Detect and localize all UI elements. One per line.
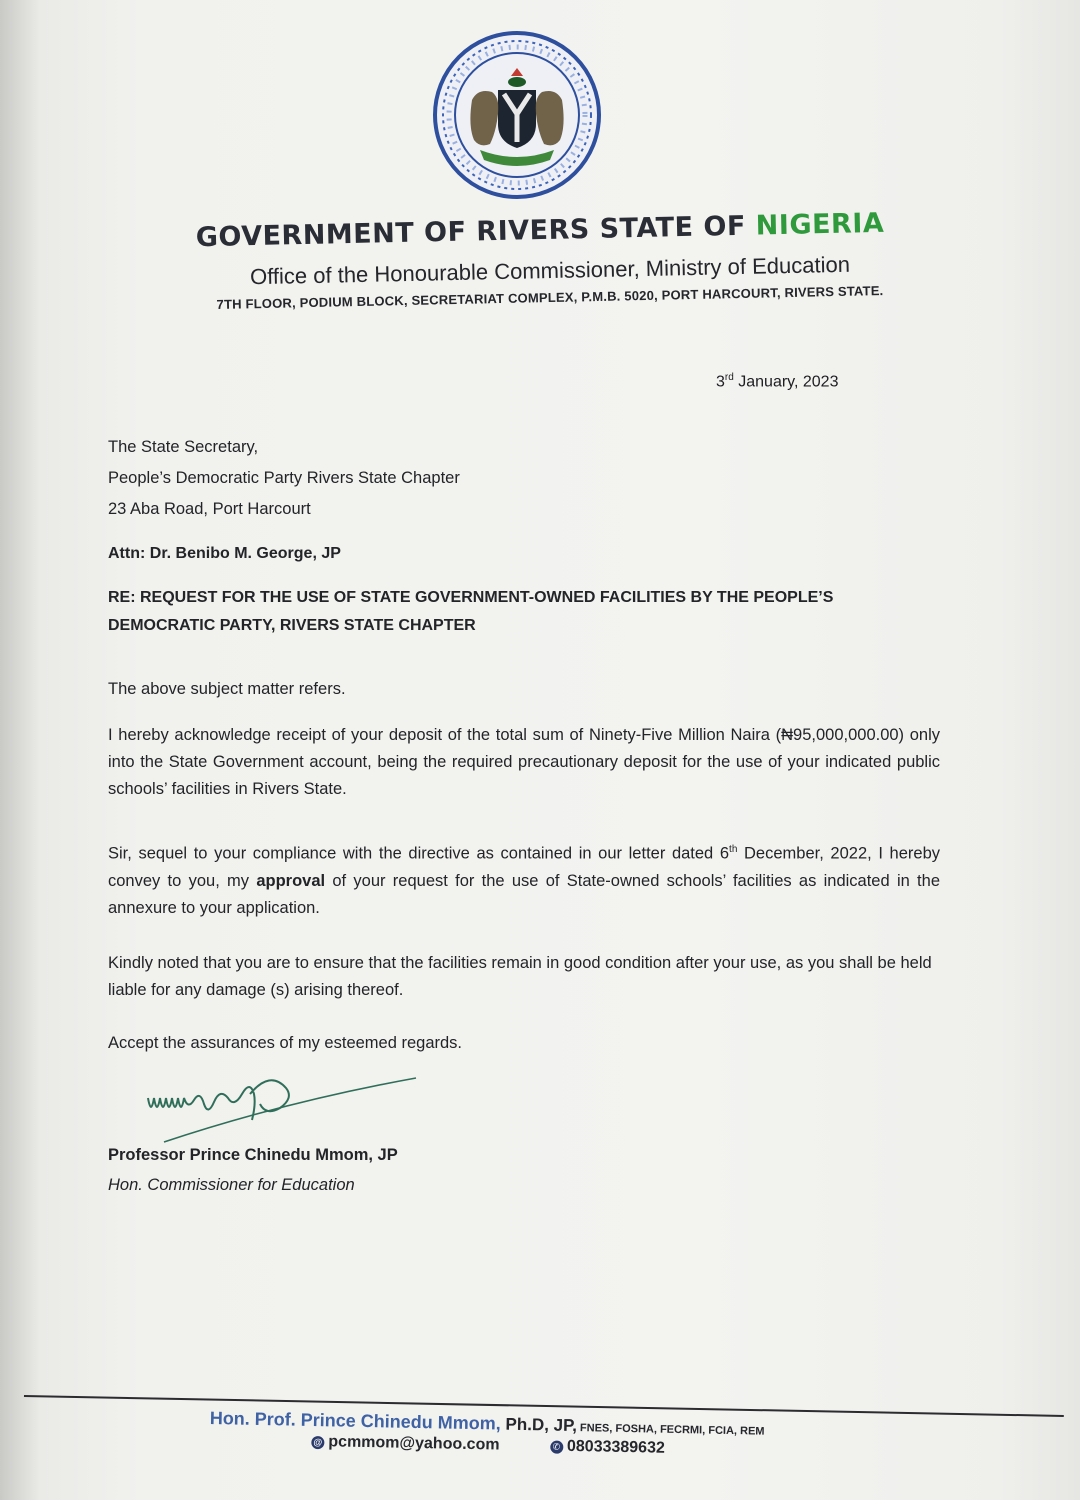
handwritten-signature xyxy=(140,1070,420,1150)
approval-keyword: approval xyxy=(256,871,326,890)
approval-date-suffix: th xyxy=(729,844,738,855)
attention-line: Attn: Dr. Benibo M. George, JP xyxy=(108,545,341,562)
paragraph-condition: Kindly noted that you are to ensure that the facilities remain in good condition after your use, as you shall be held liable for any damage (s) arising thereof. xyxy=(108,954,932,999)
government-title-main: GOVERNMENT OF RIVERS STATE OF xyxy=(195,210,747,254)
coat-of-arms-seal xyxy=(432,30,602,200)
subject-heading: RE: REQUEST FOR THE USE OF STATE GOVERNMENT-OWNED FACILITIES BY THE PEOPLE’S DEMOCRATIC PARTY, RIVERS STATE CHAPTER xyxy=(108,589,834,634)
paragraph-approval xyxy=(108,836,940,922)
email-icon: @ xyxy=(311,1436,324,1449)
closing-line: Accept the assurances of my esteemed regards. xyxy=(108,1034,463,1052)
phone-icon: ✆ xyxy=(550,1441,563,1454)
footer-phone-item xyxy=(550,1438,665,1457)
date-rest: January, 2023 xyxy=(733,373,839,391)
date-suffix: rd xyxy=(724,372,734,383)
signer-role: Hon. Commissioner for Education xyxy=(108,1176,355,1194)
signer-name: Professor Prince Chinedu Mmom, JP xyxy=(108,1146,398,1164)
recipient-line: People’s Democratic Party Rivers State Chapter xyxy=(108,469,460,487)
government-title-nigeria: NIGERIA xyxy=(755,207,885,242)
footer-email: pcmmom@yahoo.com xyxy=(328,1433,500,1454)
recipient-address xyxy=(108,432,460,525)
approval-text-a: Sir, sequel to your compliance with the directive as contained in our letter dated 6 xyxy=(108,844,730,863)
office-address: 7TH FLOOR, PODIUM BLOCK, SECRETARIAT COMPLEX, P.M.B. 5020, PORT HARCOURT, RIVERS STATE. xyxy=(216,283,884,312)
date-day: 3 xyxy=(716,373,725,391)
paragraph-acknowledgement: I hereby acknowledge receipt of your deposit of the total sum of Ninety-Five Million Naira (₦95,000,000.00) only into the State Government account, being the required precautionary deposit for the use of your indicated public schools’ facilities in Rivers State. xyxy=(108,726,940,798)
footer-name: Hon. Prof. Prince Chinedu Mmom, xyxy=(209,1408,501,1434)
letter-footer xyxy=(209,1408,890,1462)
footer-credentials: FNES, FOSHA, FECRMI, FCIA, REM xyxy=(576,1422,765,1438)
government-title xyxy=(0,204,1080,258)
approval-text-b: December, 2022, I hereby convey to you, my xyxy=(108,844,940,890)
footer-degrees: Ph.D, JP, xyxy=(500,1414,578,1436)
recipient-line: The State Secretary, xyxy=(108,438,259,456)
office-line: Office of the Honourable Commissioner, Ministry of Education xyxy=(249,251,851,290)
recipient-line: 23 Aba Road, Port Harcourt xyxy=(108,500,311,518)
paragraph-reference: The above subject matter refers. xyxy=(108,680,346,698)
footer-phone: 08033389632 xyxy=(566,1437,666,1457)
footer-email-item xyxy=(311,1433,499,1454)
approval-text-c: of your request for the use of State-owned schools’ facilities as indicated in the annexure to your application. xyxy=(108,871,940,917)
letter-date xyxy=(716,372,838,391)
